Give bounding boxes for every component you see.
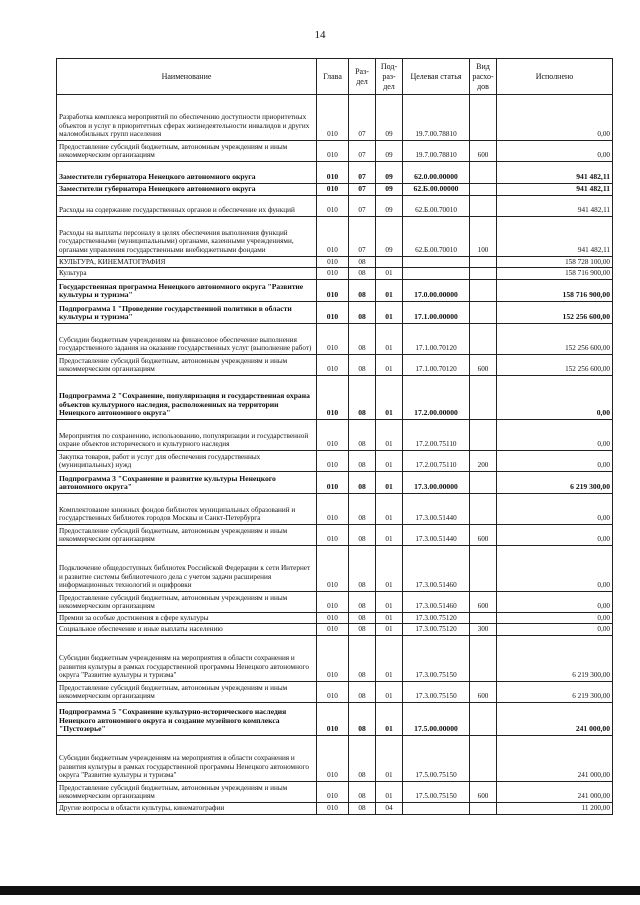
cell-executed: 0,00 [497,95,613,141]
cell-section: 07 [349,162,376,184]
table-row [57,450,613,471]
cell-section: 07 [349,195,376,216]
column-header-section: Раз-дел [349,59,376,95]
cell-section: 08 [349,612,376,624]
cell-name: Подпрограмма 1 "Проведение государственной политики в области культуры и туризма" [57,301,317,323]
cell-section: 08 [349,735,376,781]
cell-executed: 941 482,11 [497,216,613,256]
table-row [57,162,613,184]
cell-subsection: 09 [376,162,403,184]
cell-executed: 0,00 [497,375,613,419]
cell-expense-type [470,702,497,735]
table-row [57,802,613,814]
cell-target: 17.1.00.00000 [403,301,470,323]
cell-subsection: 01 [376,624,403,636]
cell-expense-type [470,471,497,493]
table-row [57,301,613,323]
cell-executed: 941 482,11 [497,195,613,216]
cell-target: 19.7.00.78810 [403,95,470,141]
cell-expense-type [470,184,497,196]
cell-name: Мероприятия по сохранению, использованию, популяризации и государственной охране объектов исторического и культурного наследия [57,419,317,450]
table-row [57,268,613,280]
cell-section: 08 [349,279,376,301]
cell-chapter: 010 [317,591,349,612]
cell-name: Культура [57,268,317,280]
cell-subsection: 01 [376,450,403,471]
table-row [57,256,613,268]
column-header-chapter: Глава [317,59,349,95]
cell-name: Закупка товаров, работ и услуг для обеспечения государственных (муниципальных) нужд [57,450,317,471]
cell-subsection: 01 [376,524,403,545]
table-row [57,354,613,375]
cell-target: 19.7.00.78810 [403,141,470,162]
cell-expense-type: 600 [470,781,497,802]
cell-subsection: 01 [376,702,403,735]
cell-name: Подпрограмма 3 "Сохранение и развитие культуры Ненецкого автономного округа" [57,471,317,493]
cell-target: 62.Б.00.70010 [403,195,470,216]
cell-name: Расходы на выплаты персоналу в целях обеспечения выполнения функций государственными (муниципальными) органами, казенными учреждениями, органами управления государственными внебюджетными фондами [57,216,317,256]
cell-subsection: 01 [376,591,403,612]
cell-target: 62.0.00.00000 [403,162,470,184]
cell-chapter: 010 [317,375,349,419]
cell-subsection: 01 [376,354,403,375]
cell-target: 17.2.00.75110 [403,419,470,450]
cell-chapter: 010 [317,195,349,216]
table-row [57,545,613,591]
cell-executed: 0,00 [497,493,613,524]
cell-expense-type [470,545,497,591]
table-row [57,323,613,354]
scan-edge-bar [0,886,640,895]
cell-expense-type: 600 [470,354,497,375]
cell-chapter: 010 [317,141,349,162]
cell-executed: 241 000,00 [497,702,613,735]
table-row [57,375,613,419]
table-header-row [57,59,613,95]
cell-section: 08 [349,354,376,375]
budget-execution-table [56,58,613,815]
cell-chapter: 010 [317,493,349,524]
cell-name: Другие вопросы в области культуры, кинематографии [57,802,317,814]
cell-target: 17.3.00.75150 [403,635,470,681]
cell-target: 17.3.00.51460 [403,545,470,591]
cell-section: 08 [349,256,376,268]
cell-expense-type: 600 [470,591,497,612]
cell-target: 17.3.00.51440 [403,493,470,524]
cell-section: 08 [349,781,376,802]
cell-subsection: 01 [376,268,403,280]
cell-chapter: 010 [317,735,349,781]
column-header-subsection: Под-раз-дел [376,59,403,95]
cell-subsection: 01 [376,419,403,450]
cell-executed: 11 200,00 [497,802,613,814]
table-row [57,524,613,545]
table-row [57,591,613,612]
cell-subsection: 01 [376,375,403,419]
cell-target: 17.1.00.70120 [403,354,470,375]
cell-subsection [376,256,403,268]
cell-target [403,268,470,280]
cell-chapter: 010 [317,524,349,545]
cell-name: Комплектование книжных фондов библиотек муниципальных образований и государственных библиотек городов Москвы и Санкт-Петербурга [57,493,317,524]
column-header-name: Наименование [57,59,317,95]
cell-name: Предоставление субсидий бюджетным, автономным учреждениям и иным некоммерческим организациям [57,681,317,702]
cell-target [403,802,470,814]
cell-executed: 158 716 900,00 [497,268,613,280]
cell-subsection: 01 [376,681,403,702]
cell-name: Государственная программа Ненецкого автономного округа "Развитие культуры и туризма" [57,279,317,301]
table-row [57,419,613,450]
cell-executed: 0,00 [497,450,613,471]
cell-executed: 241 000,00 [497,735,613,781]
cell-expense-type: 600 [470,524,497,545]
cell-target: 17.3.00.51440 [403,524,470,545]
table-row [57,95,613,141]
cell-chapter: 010 [317,354,349,375]
cell-expense-type: 300 [470,624,497,636]
cell-expense-type [470,419,497,450]
cell-name: Расходы на содержание государственных органов и обеспечение их функций [57,195,317,216]
table-row [57,635,613,681]
cell-subsection: 01 [376,493,403,524]
cell-subsection: 01 [376,781,403,802]
cell-subsection: 01 [376,471,403,493]
cell-section: 08 [349,545,376,591]
cell-chapter: 010 [317,635,349,681]
cell-chapter: 010 [317,184,349,196]
cell-section: 08 [349,471,376,493]
cell-subsection: 09 [376,141,403,162]
cell-chapter: 010 [317,612,349,624]
cell-name: Предоставление субсидий бюджетным, автономным учреждениям и иным некоммерческим организациям [57,591,317,612]
cell-target: 17.0.00.00000 [403,279,470,301]
cell-subsection: 09 [376,95,403,141]
cell-target: 17.3.00.75120 [403,612,470,624]
cell-name: КУЛЬТУРА, КИНЕМАТОГРАФИЯ [57,256,317,268]
table-row [57,493,613,524]
cell-executed: 0,00 [497,419,613,450]
page-number: 14 [314,29,326,41]
table-row [57,612,613,624]
cell-target: 17.1.00.70120 [403,323,470,354]
cell-expense-type [470,323,497,354]
cell-name: Заместители губернатора Ненецкого автономного округа [57,162,317,184]
cell-subsection: 01 [376,635,403,681]
table-row [57,781,613,802]
cell-name: Предоставление субсидий бюджетным, автономным учреждениям и иным некоммерческим организациям [57,781,317,802]
cell-subsection: 09 [376,195,403,216]
cell-expense-type [470,279,497,301]
cell-executed: 152 256 600,00 [497,323,613,354]
cell-chapter: 010 [317,781,349,802]
cell-expense-type: 600 [470,681,497,702]
table-row [57,279,613,301]
cell-executed: 152 256 600,00 [497,301,613,323]
cell-executed: 158 728 100,00 [497,256,613,268]
cell-section: 08 [349,702,376,735]
table-row [57,735,613,781]
cell-chapter: 010 [317,681,349,702]
column-header-target: Целевая статья [403,59,470,95]
cell-target: 17.5.00.75150 [403,735,470,781]
cell-name: Субсидии бюджетным учреждениям на мероприятия в области сохранения и развития культуры в рамках государственной программы Ненецкого автономного округа "Развитие культуры и туризма" [57,635,317,681]
cell-expense-type [470,256,497,268]
cell-chapter: 010 [317,216,349,256]
cell-name: Субсидии бюджетным учреждениям на финансовое обеспечение выполнения государственного задания на оказание государственных услуг (выполнение работ) [57,323,317,354]
cell-expense-type [470,802,497,814]
cell-section: 08 [349,624,376,636]
cell-executed: 0,00 [497,624,613,636]
cell-chapter: 010 [317,268,349,280]
table-row [57,681,613,702]
cell-target: 17.3.00.75120 [403,624,470,636]
cell-executed: 941 482,11 [497,184,613,196]
cell-expense-type [470,735,497,781]
cell-chapter: 010 [317,323,349,354]
cell-section: 08 [349,524,376,545]
table-row [57,141,613,162]
cell-target: 17.2.00.00000 [403,375,470,419]
cell-executed: 241 000,00 [497,781,613,802]
cell-target: 17.5.00.00000 [403,702,470,735]
cell-executed: 6 219 300,00 [497,681,613,702]
cell-section: 08 [349,802,376,814]
cell-expense-type: 200 [470,450,497,471]
cell-name: Подключение общедоступных библиотек Российской Федерации к сети Интернет и развитие системы библиотечного дела с учетом задачи расширения информационных технологий и оцифровки [57,545,317,591]
cell-expense-type [470,195,497,216]
table-row [57,702,613,735]
cell-section: 08 [349,591,376,612]
cell-name: Субсидии бюджетным учреждениям на мероприятия в области сохранения и развития культуры в рамках государственной программы Ненецкого автономного округа "Развитие культуры и туризма" [57,735,317,781]
cell-executed: 0,00 [497,591,613,612]
cell-section: 08 [349,268,376,280]
cell-name: Подпрограмма 2 "Сохранение, популяризация и государственная охрана объектов культурного наследия, расположенных на территории Ненецкого автономного округа" [57,375,317,419]
cell-expense-type: 100 [470,216,497,256]
cell-subsection: 09 [376,184,403,196]
cell-name: Разработка комплекса мероприятий по обеспечению доступности приоритетных объектов и услуг в приоритетных сферах жизнедеятельности инвалидов и других маломобильных групп населения [57,95,317,141]
cell-executed: 941 482,11 [497,162,613,184]
cell-name: Социальное обеспечение и иные выплаты населению [57,624,317,636]
cell-section: 07 [349,141,376,162]
table-row [57,195,613,216]
cell-section: 08 [349,681,376,702]
column-header-executed: Исполнено [497,59,613,95]
cell-target: 17.2.00.75110 [403,450,470,471]
cell-executed: 0,00 [497,545,613,591]
cell-executed: 0,00 [497,141,613,162]
cell-subsection: 01 [376,301,403,323]
cell-expense-type [470,268,497,280]
cell-subsection: 01 [376,612,403,624]
cell-chapter: 010 [317,162,349,184]
table-row [57,624,613,636]
cell-chapter: 010 [317,471,349,493]
cell-chapter: 010 [317,702,349,735]
cell-target: 17.3.00.51460 [403,591,470,612]
cell-subsection: 01 [376,279,403,301]
cell-section: 08 [349,419,376,450]
cell-expense-type [470,375,497,419]
cell-target: 62.Б.00.00000 [403,184,470,196]
cell-expense-type [470,612,497,624]
cell-executed: 152 256 600,00 [497,354,613,375]
cell-section: 07 [349,216,376,256]
cell-expense-type [470,162,497,184]
cell-subsection: 01 [376,323,403,354]
table-row [57,184,613,196]
cell-expense-type [470,635,497,681]
cell-executed: 6 219 300,00 [497,471,613,493]
cell-executed: 158 716 900,00 [497,279,613,301]
cell-chapter: 010 [317,419,349,450]
cell-name: Заместители губернатора Ненецкого автономного округа [57,184,317,196]
cell-name: Предоставление субсидий бюджетным, автономным учреждениям и иным некоммерческим организациям [57,524,317,545]
cell-subsection: 01 [376,545,403,591]
cell-section: 08 [349,301,376,323]
cell-section: 08 [349,450,376,471]
cell-section: 08 [349,375,376,419]
table-row [57,471,613,493]
cell-chapter: 010 [317,95,349,141]
cell-name: Премии за особые достижения в сфере культуры [57,612,317,624]
cell-chapter: 010 [317,301,349,323]
table-row [57,216,613,256]
cell-subsection: 09 [376,216,403,256]
cell-subsection: 01 [376,735,403,781]
cell-section: 08 [349,323,376,354]
cell-target: 17.3.00.00000 [403,471,470,493]
cell-section: 07 [349,184,376,196]
cell-subsection: 04 [376,802,403,814]
cell-executed: 0,00 [497,612,613,624]
cell-executed: 6 219 300,00 [497,635,613,681]
cell-target: 62.Б.00.70010 [403,216,470,256]
cell-expense-type [470,493,497,524]
cell-chapter: 010 [317,450,349,471]
cell-chapter: 010 [317,279,349,301]
cell-expense-type: 600 [470,141,497,162]
table-body [57,95,613,815]
cell-target: 17.3.00.75150 [403,681,470,702]
cell-chapter: 010 [317,545,349,591]
cell-name: Подпрограмма 5 "Сохранение культурно-исторического наследия Ненецкого автономного округа и создание музейного комплекса "Пустозерье" [57,702,317,735]
cell-expense-type [470,95,497,141]
column-header-expense-type: Вид расхо-дов [470,59,497,95]
cell-chapter: 010 [317,256,349,268]
cell-target: 17.5.00.75150 [403,781,470,802]
cell-section: 07 [349,95,376,141]
cell-executed: 0,00 [497,524,613,545]
cell-chapter: 010 [317,802,349,814]
cell-chapter: 010 [317,624,349,636]
cell-name: Предоставление субсидий бюджетным, автономным учреждениям и иным некоммерческим организациям [57,354,317,375]
cell-section: 08 [349,493,376,524]
cell-section: 08 [349,635,376,681]
cell-expense-type [470,301,497,323]
cell-name: Предоставление субсидий бюджетным, автономным учреждениям и иным некоммерческим организациям [57,141,317,162]
cell-target [403,256,470,268]
